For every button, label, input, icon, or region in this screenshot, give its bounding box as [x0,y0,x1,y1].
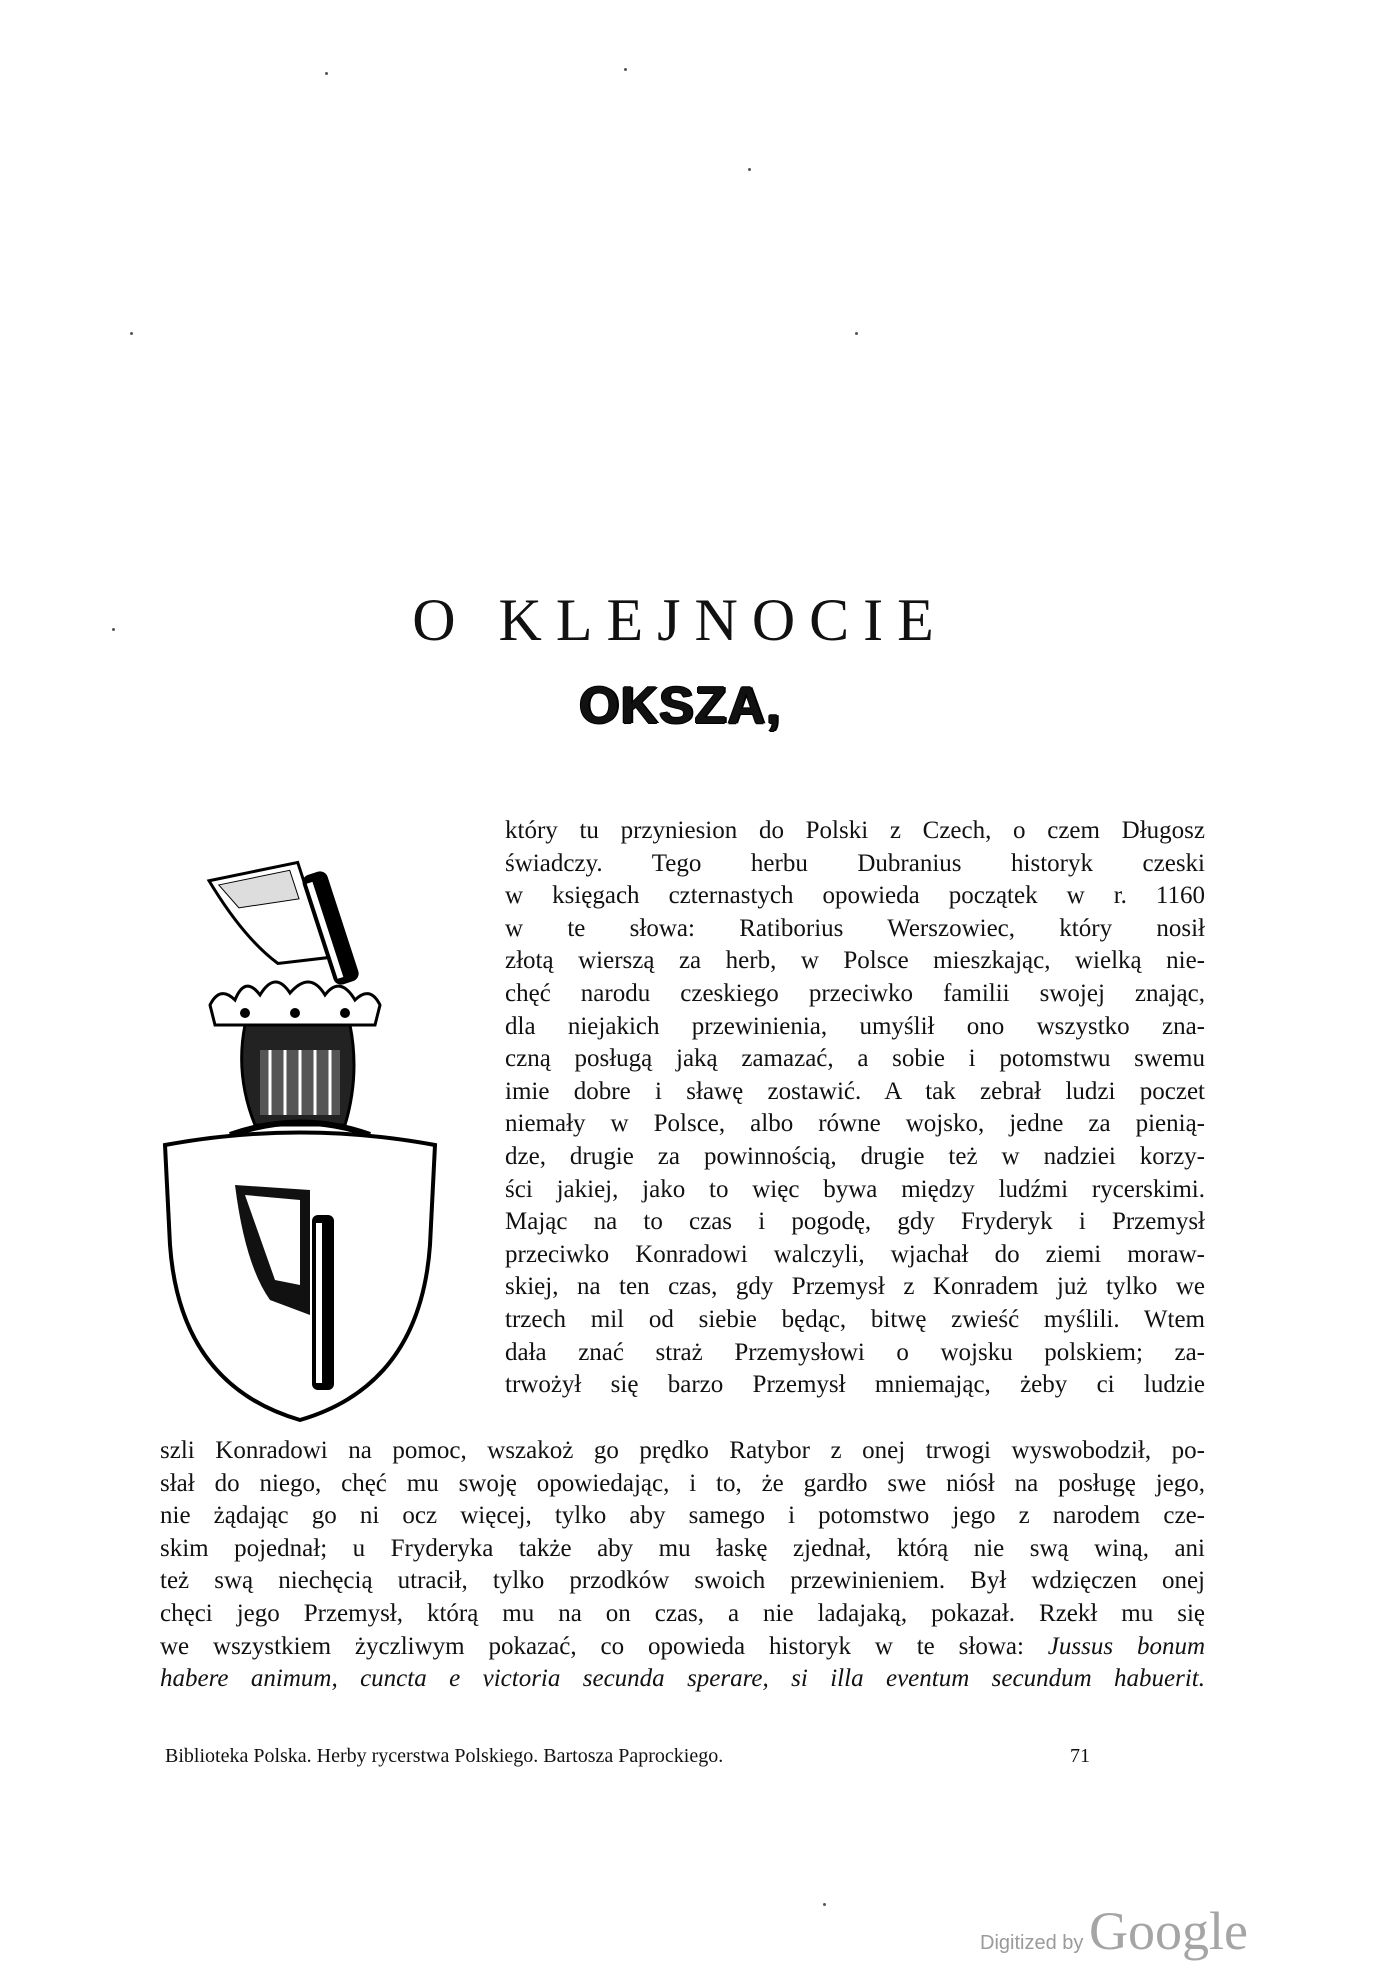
text-line: niemały w Polsce, albo równe wojsko, jedne za pienią- [505,1110,1205,1138]
text-line: Mając na to czas i pogodę, gdy Fryderyk i Przemysł [505,1208,1205,1236]
text-line: chęci jego Przemysł, którą mu na on czas, a nie ladajaką, pokazał. Rzekł mu się [160,1599,1205,1627]
latin-quote-start: Jussus bonum [1047,1632,1206,1660]
text-line: chęć narodu czeskiego przeciwko familii swojej znając, [505,979,1205,1007]
latin-quote-line [160,1663,1205,1696]
text-line: trwożył się barzo Przemysł mniemając, żeby ci ludzie [505,1371,1205,1399]
text-line: dze, drugie za powinnością, drugie też w nadziei korzy- [505,1142,1205,1170]
watermark-prefix: Digitized by [980,1932,1084,1954]
text-line: ści jakiej, jako to więc bywa między ludźmi rycerskimi. [505,1175,1205,1203]
scan-speck [325,72,328,75]
text-line [160,1631,1205,1664]
paragraph-full-width [160,1435,1205,1696]
text-line: szli Konradowi na pomoc, wszakoż go prędko Ratybor z onej trwogi wyswobodził, po- [160,1437,1205,1464]
text-line: słał do niego, chęć mu swoję opowiedając, i to, że gardło swe niósł na posługę jego, [160,1469,1205,1497]
scan-speck [748,168,751,171]
chapter-title: O KLEJNOCIE [412,587,948,653]
shield-icon [165,1133,435,1421]
text-line: skiej, na ten czas, gdy Przemysł z Konradem już tylko we [505,1273,1205,1301]
text-segment: we wszystkiem życzliwym pokazać, co opowieda historyk w te słowa: [160,1632,1024,1660]
chapter-subtitle: OKSZA, [578,677,782,735]
text-line: który tu przyniesion do Polski z Czech, o czem Długosz [505,817,1205,844]
helmet-icon [230,1025,370,1135]
footer-source: Biblioteka Polska. Herby rycerstwa Polskiego. Bartosza Paprockiego. [165,1745,724,1767]
scan-speck [823,1903,826,1906]
watermark-brand: Google [1088,1901,1248,1961]
scan-speck [112,628,115,631]
text-line: dla niejakich przewinienia, umyślił ono wszystko zna- [505,1012,1205,1040]
text-line: nie żądając go ni ocz więcej, tylko aby samego i potomstwo jego z narodem cze- [160,1502,1205,1530]
text-line: skim pojednał; u Fryderyka także aby mu łaskę zjednał, którą nie swą winą, ani [160,1534,1205,1562]
page-footer [165,1745,1090,1768]
text-line: przeciwko Konradowi walczyli, wjachał do ziemi moraw- [505,1240,1205,1268]
scan-speck [130,332,133,335]
digitization-watermark [980,1900,1248,1962]
text-line: czną posługą jaką zamazać, a sobie i potomstwu swemu [505,1045,1205,1073]
text-line: świadczy. Tego herbu Dubranius historyk czeski [505,849,1205,877]
text-line: też swą niechęcią utracił, tylko przodków swoich przewinieniem. Był wdzięczen onej [160,1567,1205,1595]
crown-icon [210,982,380,1025]
scan-speck [624,68,627,71]
latin-quote-end: habere animum, cuncta e victoria secunda sperare, si illa eventum secundum habuerit. [160,1665,1205,1693]
text-line: trzech mil od siebie będąc, bitwę zwieść myślili. Wtem [505,1305,1205,1333]
text-line: w księgach czternastych opowieda początek w r. 1160 [505,882,1205,910]
scan-speck [855,332,858,335]
text-line: złotą wierszą za herb, w Polsce mieszkając, wielką nie- [505,947,1205,975]
text-line: w te słowa: Ratiborius Werszowiec, który nosił [505,914,1205,942]
paragraph-beside-illustration [505,815,1205,1402]
text-line: dała znać straż Przemysłowi o wojsku polskiem; za- [505,1338,1205,1366]
text-line: imie dobre i sławę zostawić. A tak zebrał ludzi poczet [505,1077,1205,1105]
coat-of-arms-illustration [160,845,460,1445]
page-number: 71 [1070,1745,1090,1767]
